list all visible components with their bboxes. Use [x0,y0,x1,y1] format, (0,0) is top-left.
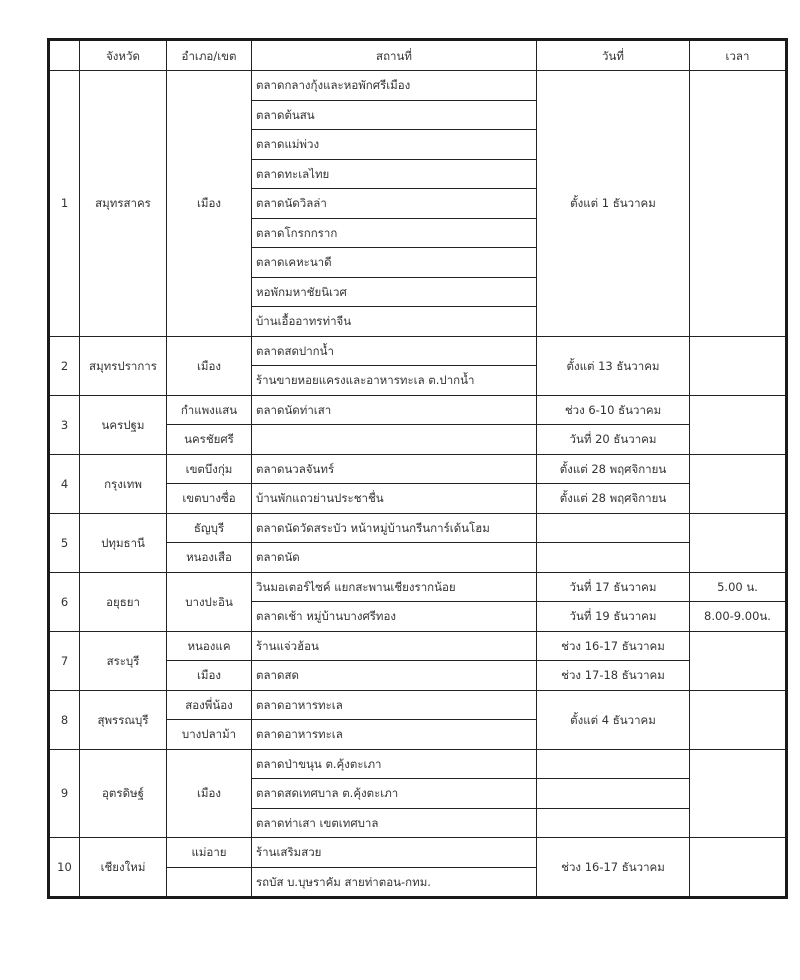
place-cell: ร้านแจ่วฮ้อน [252,631,537,661]
place-cell: รถบัส บ.บุษราคัม สายท่าตอน-กทม. [252,867,537,898]
place-cell: ตลาดท่าเสา เขตเทศบาล [252,808,537,838]
row-number: 6 [49,572,80,631]
table-row [49,395,787,425]
time-cell [690,690,787,749]
time-cell [690,395,787,454]
table-row [49,572,787,602]
place-cell: ตลาดเคหะนาดี [252,248,537,278]
district-cell: เขตบึงกุ่ม [167,454,252,484]
table-row [49,454,787,484]
place-cell: ตลาดนัดท่าเสา [252,395,537,425]
date-cell: ตั้งแต่ 4 ธันวาคม [537,690,690,749]
province-cell: สมุทรปราการ [80,336,167,395]
province-cell: อยุธยา [80,572,167,631]
province-cell: สระบุรี [80,631,167,690]
table-row [49,690,787,720]
date-cell [537,749,690,779]
time-cell: 5.00 น. [690,572,787,602]
district-cell: ธัญบุรี [167,513,252,543]
place-cell: ตลาดนัดวัดสระบัว หน้าหมู่บ้านกรีนการ์เด้นโฮม [252,513,537,543]
place-cell [252,425,537,455]
date-cell: ช่วง 16-17 ธันวาคม [537,631,690,661]
place-cell: วินมอเตอร์ไซค์ แยกสะพานเชียงรากน้อย [252,572,537,602]
place-cell: ตลาดเช้า หมู่บ้านบางศรีทอง [252,602,537,632]
place-cell: บ้านพักแถวย่านประชาชื่น [252,484,537,514]
header-number [49,40,80,71]
place-cell: ร้านขายหอยแครงและอาหารทะเล ต.ปากน้ำ [252,366,537,396]
date-cell: วันที่ 17 ธันวาคม [537,572,690,602]
district-cell: เมือง [167,661,252,691]
place-cell: ตลาดสด [252,661,537,691]
row-number: 2 [49,336,80,395]
date-cell: วันที่ 20 ธันวาคม [537,425,690,455]
time-cell [690,631,787,690]
date-cell: ช่วง 17-18 ธันวาคม [537,661,690,691]
province-cell: นครปฐม [80,395,167,454]
place-cell: ตลาดอาหารทะเล [252,690,537,720]
row-number: 9 [49,749,80,838]
header-district: อำเภอ/เขต [167,40,252,71]
district-cell: สองพี่น้อง [167,690,252,720]
time-cell [690,749,787,838]
place-cell: หอพักมหาชัยนิเวศ [252,277,537,307]
province-cell: สมุทรสาคร [80,71,167,337]
district-cell: หนองแค [167,631,252,661]
date-cell [537,543,690,573]
district-cell: เมือง [167,749,252,838]
table-row [49,513,787,543]
row-number: 10 [49,838,80,898]
time-cell [690,454,787,513]
date-cell [537,513,690,543]
row-number: 7 [49,631,80,690]
place-cell: ตลาดกลางกุ้งและหอพักศรีเมือง [252,71,537,101]
district-cell: เมือง [167,71,252,337]
time-cell [690,513,787,572]
place-cell: ตลาดป่าขนุน ต.คุ้งตะเภา [252,749,537,779]
date-cell [537,808,690,838]
table-row [49,631,787,661]
place-cell: ตลาดสดเทศบาล ต.คุ้งตะเภา [252,779,537,809]
header-time: เวลา [690,40,787,71]
time-cell [690,71,787,337]
date-cell: ตั้งแต่ 1 ธันวาคม [537,71,690,337]
district-cell [167,867,252,898]
time-cell [690,336,787,395]
place-cell: ร้านเสริมสวย [252,838,537,868]
place-cell: ตลาดสดปากน้ำ [252,336,537,366]
outbreak-locations-table [47,38,788,899]
place-cell: บ้านเอื้ออาทรท่าจีน [252,307,537,337]
district-cell: เมือง [167,336,252,395]
place-cell: ตลาดแม่พ่วง [252,130,537,160]
district-cell: เขตบางซื่อ [167,484,252,514]
header-row [49,40,787,71]
row-number: 8 [49,690,80,749]
header-province: จังหวัด [80,40,167,71]
row-number: 5 [49,513,80,572]
row-number: 1 [49,71,80,337]
district-cell: บางปะอิน [167,572,252,631]
date-cell: ตั้งแต่ 13 ธันวาคม [537,336,690,395]
row-number: 3 [49,395,80,454]
header-date: วันที่ [537,40,690,71]
table-row [49,749,787,779]
province-cell: ปทุมธานี [80,513,167,572]
time-cell: 8.00-9.00น. [690,602,787,632]
table-row [49,71,787,101]
place-cell: ตลาดอาหารทะเล [252,720,537,750]
place-cell: ตลาดโกรกกราก [252,218,537,248]
date-cell: ตั้งแต่ 28 พฤศจิกายน [537,484,690,514]
province-cell: สุพรรณบุรี [80,690,167,749]
place-cell: ตลาดทะเลไทย [252,159,537,189]
province-cell: เชียงใหม่ [80,838,167,898]
row-number: 4 [49,454,80,513]
date-cell [537,779,690,809]
district-cell: นครชัยศรี [167,425,252,455]
date-cell: ตั้งแต่ 28 พฤศจิกายน [537,454,690,484]
table-row [49,336,787,366]
place-cell: ตลาดนัดวิลล่า [252,189,537,219]
header-place: สถานที่ [252,40,537,71]
time-cell [690,838,787,898]
date-cell: ช่วง 6-10 ธันวาคม [537,395,690,425]
province-cell: อุตรดิษฐ์ [80,749,167,838]
place-cell: ตลาดต้นสน [252,100,537,130]
date-cell: ช่วง 16-17 ธันวาคม [537,838,690,898]
date-cell: วันที่ 19 ธันวาคม [537,602,690,632]
place-cell: ตลาดนวลจันทร์ [252,454,537,484]
table-row [49,838,787,868]
district-cell: แม่อาย [167,838,252,868]
district-cell: กำแพงแสน [167,395,252,425]
place-cell: ตลาดนัด [252,543,537,573]
district-cell: บางปลาม้า [167,720,252,750]
province-cell: กรุงเทพ [80,454,167,513]
district-cell: หนองเสือ [167,543,252,573]
